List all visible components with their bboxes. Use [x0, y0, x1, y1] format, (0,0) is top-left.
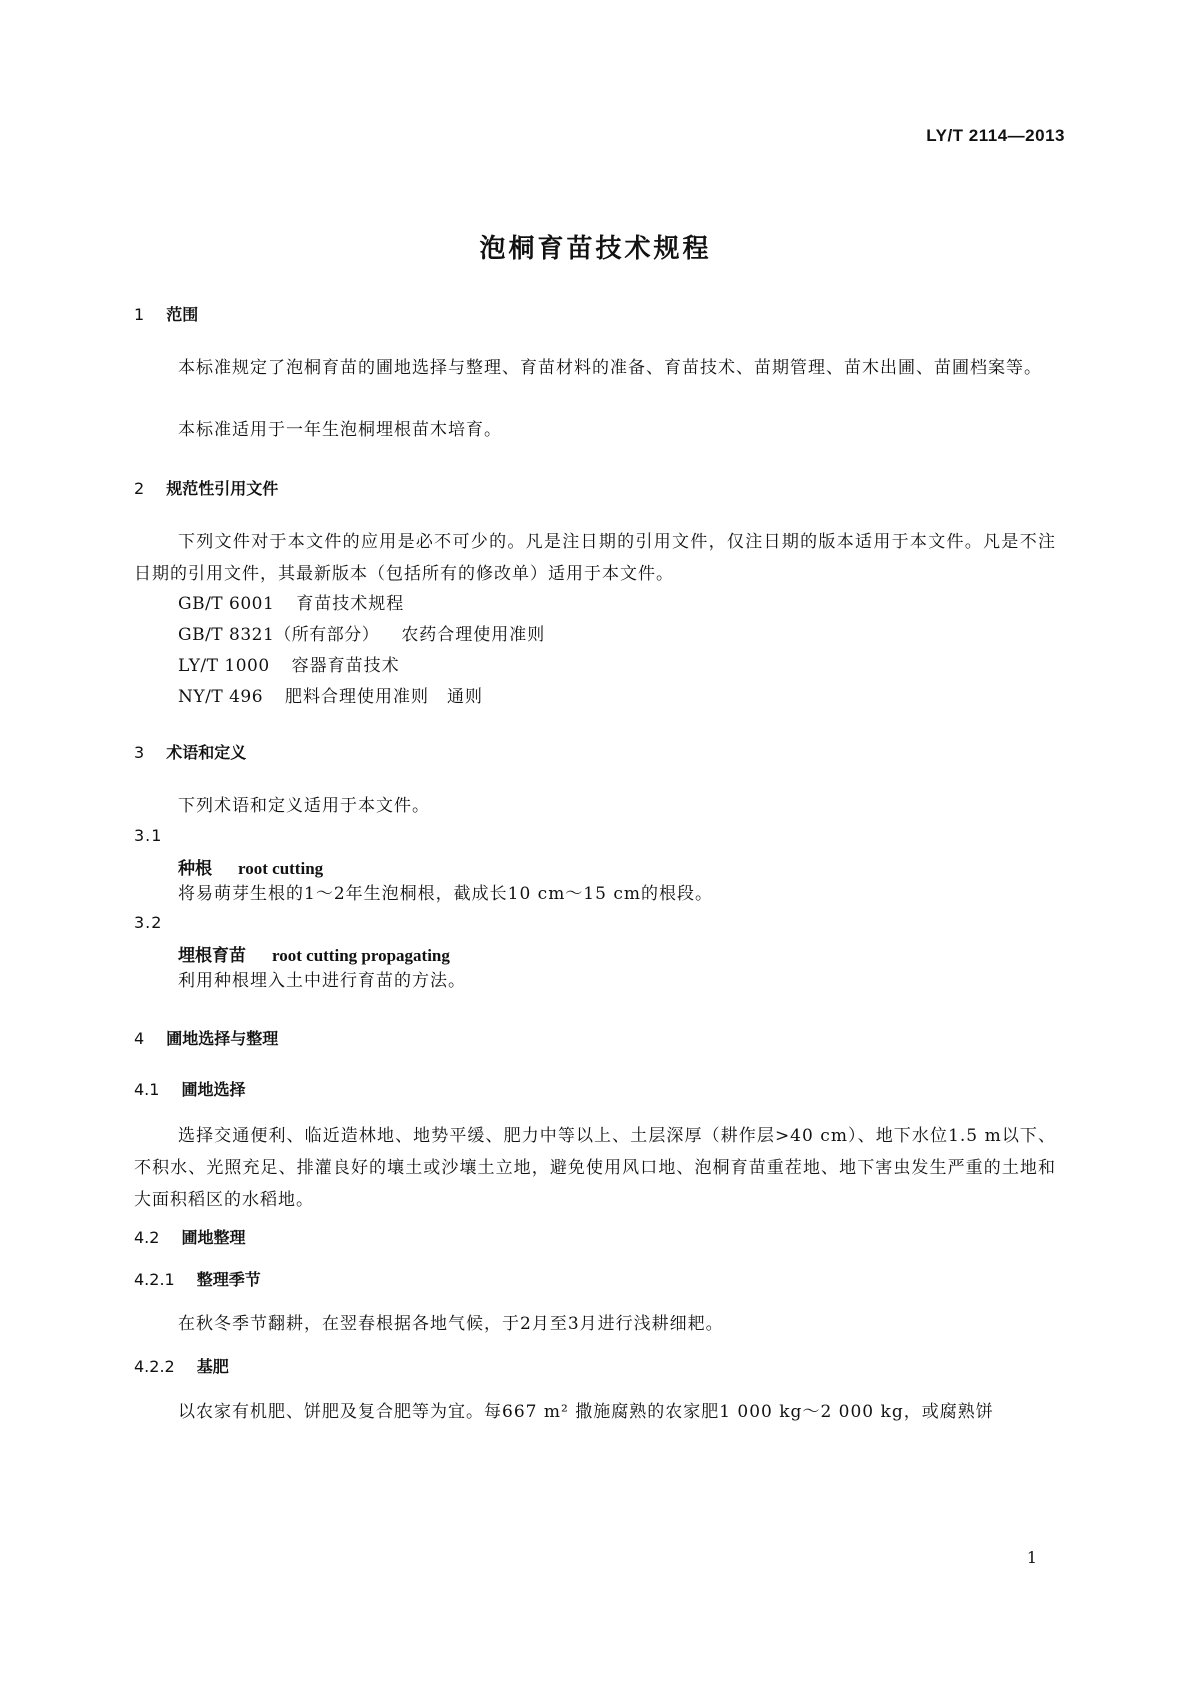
reference-item	[178, 681, 483, 713]
section-heading-normative-references	[134, 476, 278, 499]
section-number: 3	[134, 743, 145, 762]
term-entry	[178, 941, 450, 966]
section-title: 术语和定义	[166, 743, 247, 762]
subsection-heading-site-selection	[134, 1077, 245, 1100]
standard-code: LY/T 2114—2013	[926, 126, 1065, 145]
terms-intro-paragraph: 下列术语和定义适用于本文件。	[178, 796, 430, 816]
term-number: 3.2	[134, 913, 163, 932]
section-number: 1	[134, 305, 145, 324]
reference-item	[178, 588, 404, 620]
section-number: 4	[134, 1029, 145, 1048]
subsection-heading-base-fertilizer	[134, 1354, 229, 1377]
term-chinese: 埋根育苗	[178, 946, 246, 966]
reference-item	[178, 619, 545, 651]
references-intro-paragraph: 下列文件对于本文件的应用是必不可少的。凡是注日期的引用文件，仅注日期的版本适用于本文件。凡是不注日期的引用文件，其最新版本（包括所有的修改单）适用于本文件。	[134, 532, 1056, 584]
section-title: 规范性引用文件	[166, 479, 279, 498]
subsection-number: 4.1	[134, 1080, 160, 1099]
subsection-title: 基肥	[196, 1357, 229, 1376]
reference-title: 农药合理使用准则	[401, 625, 546, 645]
subsection-title: 整理季节	[196, 1270, 261, 1289]
scope-paragraph-1: 本标准规定了泡桐育苗的圃地选择与整理、育苗材料的准备、育苗技术、苗期管理、苗木出圃、苗圃档案等。	[178, 358, 1042, 378]
document-title: 泡桐育苗技术规程	[479, 234, 712, 264]
term-entry	[178, 854, 323, 879]
section-heading-scope	[134, 302, 198, 325]
site-selection-paragraph: 选择交通便利、临近造林地、地势平缓、肥力中等以上、土层深厚（耕作层>40 cm）、地下水位1.5 m以下、不积水、光照充足、排灌良好的壤土或沙壤土立地，避免使用风口地、泡桐育苗重茬地、地下害虫发生严重的土地和大面积稻区的水稻地。	[134, 1126, 1056, 1210]
term-english: root cutting propagating	[272, 946, 450, 965]
section-heading-terms	[134, 740, 246, 763]
term-english: root cutting	[238, 859, 324, 878]
subsection-number: 4.2.2	[134, 1357, 175, 1376]
subsection-number: 4.2.1	[134, 1270, 175, 1289]
scope-paragraph-2: 本标准适用于一年生泡桐埋根苗木培育。	[178, 420, 502, 440]
subsection-heading-preparation-season	[134, 1267, 261, 1290]
reference-title: 肥料合理使用准则 通则	[285, 687, 484, 707]
reference-code: GB/T 8321（所有部分）	[178, 625, 380, 645]
subsection-number: 4.2	[134, 1228, 160, 1247]
section-title: 圃地选择与整理	[166, 1029, 279, 1048]
subsection-title: 圃地整理	[181, 1228, 246, 1247]
section-title: 范围	[166, 305, 199, 324]
base-fertilizer-paragraph: 以农家有机肥、饼肥及复合肥等为宜。每667 m² 撒施腐熟的农家肥1 000 kg～2 000 kg，或腐熟饼	[178, 1402, 994, 1422]
term-chinese: 种根	[178, 859, 212, 879]
subsection-heading-site-preparation	[134, 1225, 245, 1248]
preparation-season-paragraph: 在秋冬季节翻耕，在翌春根据各地气候，于2月至3月进行浅耕细耙。	[178, 1314, 724, 1334]
reference-item	[178, 650, 400, 682]
section-heading-nursery-site	[134, 1026, 278, 1049]
reference-code: NY/T 496	[178, 687, 264, 707]
reference-code: LY/T 1000	[178, 656, 270, 676]
term-definition: 利用种根埋入土中进行育苗的方法。	[178, 971, 466, 991]
reference-title: 育苗技术规程	[296, 594, 405, 614]
reference-title: 容器育苗技术	[291, 656, 400, 676]
subsection-title: 圃地选择	[181, 1080, 246, 1099]
term-number: 3.1	[134, 826, 163, 845]
page-number: 1	[1026, 1548, 1037, 1567]
reference-code: GB/T 6001	[178, 594, 275, 614]
term-definition: 将易萌芽生根的1～2年生泡桐根，截成长10 cm～15 cm的根段。	[178, 884, 713, 904]
section-number: 2	[134, 479, 145, 498]
